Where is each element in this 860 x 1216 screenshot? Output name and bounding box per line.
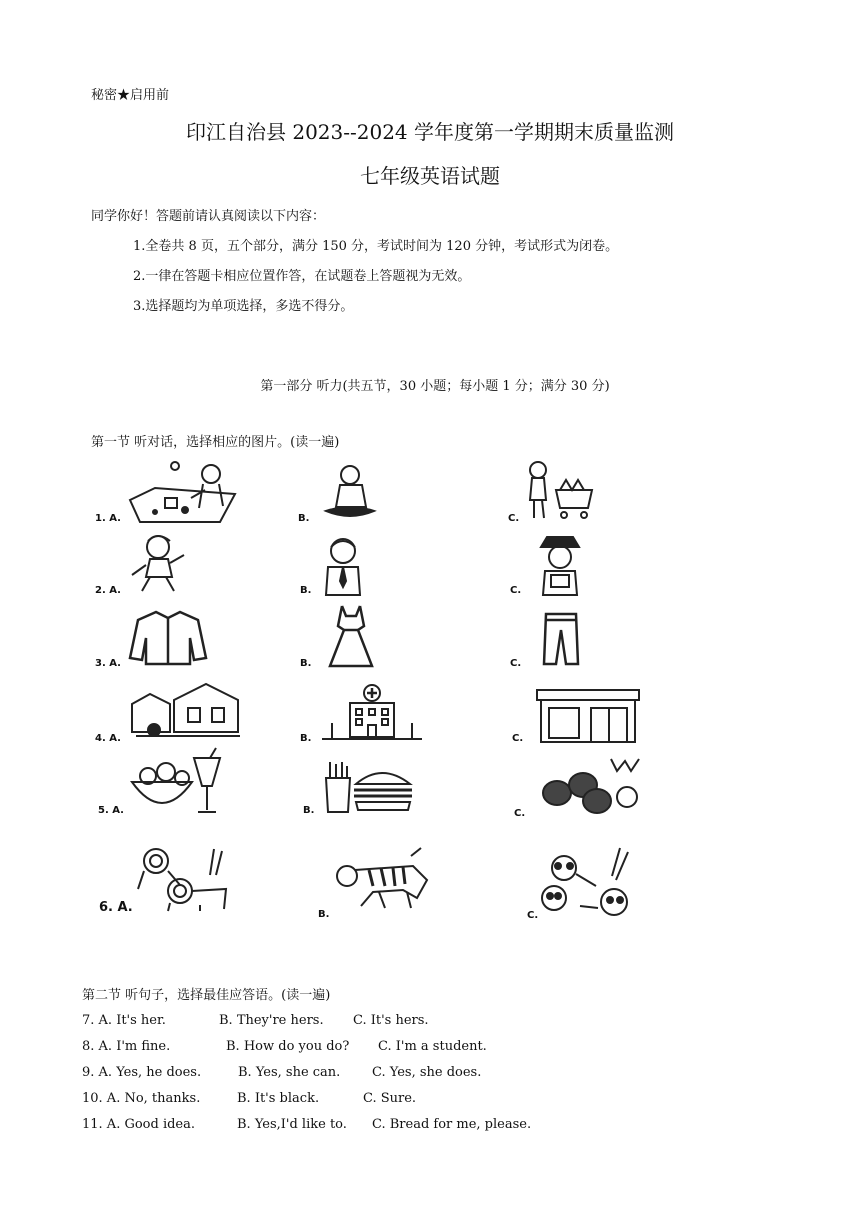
bank-building-icon xyxy=(130,682,242,748)
tiger-icon xyxy=(333,846,438,916)
boy-running-icon xyxy=(128,533,192,597)
question-9-option-c: C. Yes, she does. xyxy=(372,1065,482,1080)
option-label-3a: 3. A. xyxy=(95,658,121,669)
option-label-3b: B. xyxy=(300,658,312,669)
boy-washing-icon xyxy=(320,463,380,525)
question-10-option-b: B. It's black. xyxy=(237,1091,320,1106)
question-11-option-b: B. Yes,I'd like to. xyxy=(237,1117,347,1132)
instructions-greeting: 同学你好！答题前请认真阅读以下内容： xyxy=(91,209,326,224)
eggs-icon xyxy=(535,757,645,819)
option-label-4b: B. xyxy=(300,733,312,744)
section2-heading: 第二节 听句子，选择最佳应答语。(读一遍) xyxy=(82,988,331,1003)
option-label-6b: B. xyxy=(318,909,330,920)
option-label-2c: C. xyxy=(510,585,522,596)
option-label-6c: C. xyxy=(527,910,539,921)
option-label-1c: C. xyxy=(508,513,520,524)
option-label-5a: 5. A. xyxy=(98,805,124,816)
instruction-item: 2.一律在答题卡相应位置作答，在试题卷上答题视为无效。 xyxy=(133,269,471,284)
boy-tie-icon xyxy=(318,535,368,601)
question-8-option-b: B. How do you do? xyxy=(226,1039,350,1054)
exam-title: 印江自治县 2023--2024 学年度第一学期期末质量监测 xyxy=(185,120,675,144)
option-label-2a: 2. A. xyxy=(95,585,121,596)
question-9-option-b: B. Yes, she can. xyxy=(238,1065,341,1080)
picnic-boy-icon xyxy=(125,460,245,534)
option-label-4c: C. xyxy=(512,733,524,744)
exam-subtitle: 七年级英语试题 xyxy=(360,164,500,188)
option-label-1a: 1. A. xyxy=(95,513,121,524)
pandas-icon xyxy=(540,846,638,924)
part1-heading: 第一部分 听力(共五节，30 小题；每小题 1 分；满分 30 分) xyxy=(260,379,610,394)
option-label-4a: 4. A. xyxy=(95,733,121,744)
option-label-6a: 6. A. xyxy=(99,900,133,915)
hospital-icon xyxy=(322,683,422,745)
instruction-item: 1.全卷共 8 页，五个部分，满分 150 分，考试时间为 120 分钟，考试形式为闭卷。 xyxy=(133,239,619,254)
jacket-icon xyxy=(128,608,208,670)
question-7-option-b: B. They're hers. xyxy=(219,1013,324,1028)
question-11-option-c: C. Bread for me, please. xyxy=(372,1117,532,1132)
option-label-5b: B. xyxy=(303,805,315,816)
boy-hat-icon xyxy=(535,535,585,601)
question-10-option-c: C. Sure. xyxy=(363,1091,417,1106)
option-label-3c: C. xyxy=(510,658,522,669)
restaurant-icon xyxy=(535,684,641,748)
secret-label: 秘密★启用前 xyxy=(91,88,170,103)
question-10-option-a: 10. A. No, thanks. xyxy=(82,1091,201,1106)
fruit-bowl-drink-icon xyxy=(128,752,224,820)
instruction-item: 3.选择题均为单项选择，多选不得分。 xyxy=(133,299,354,314)
question-7-option-c: C. It's hers. xyxy=(353,1013,429,1028)
option-label-5c: C. xyxy=(514,808,526,819)
hamburger-fries-icon xyxy=(322,760,414,820)
question-8-option-a: 8. A. I'm fine. xyxy=(82,1039,171,1054)
dress-icon xyxy=(326,604,376,672)
option-label-2b: B. xyxy=(300,585,312,596)
section1-heading: 第一节 听对话，选择相应的图片。(读一遍) xyxy=(91,435,340,450)
lions-icon xyxy=(130,845,235,919)
option-label-1b: B. xyxy=(298,513,310,524)
boy-shopping-cart-icon xyxy=(522,460,598,526)
question-11-option-a: 11. A. Good idea. xyxy=(82,1117,196,1132)
pants-icon xyxy=(536,612,586,670)
question-9-option-a: 9. A. Yes, he does. xyxy=(82,1065,202,1080)
question-7-option-a: 7. A. It's her. xyxy=(82,1013,166,1028)
question-8-option-c: C. I'm a student. xyxy=(378,1039,487,1054)
